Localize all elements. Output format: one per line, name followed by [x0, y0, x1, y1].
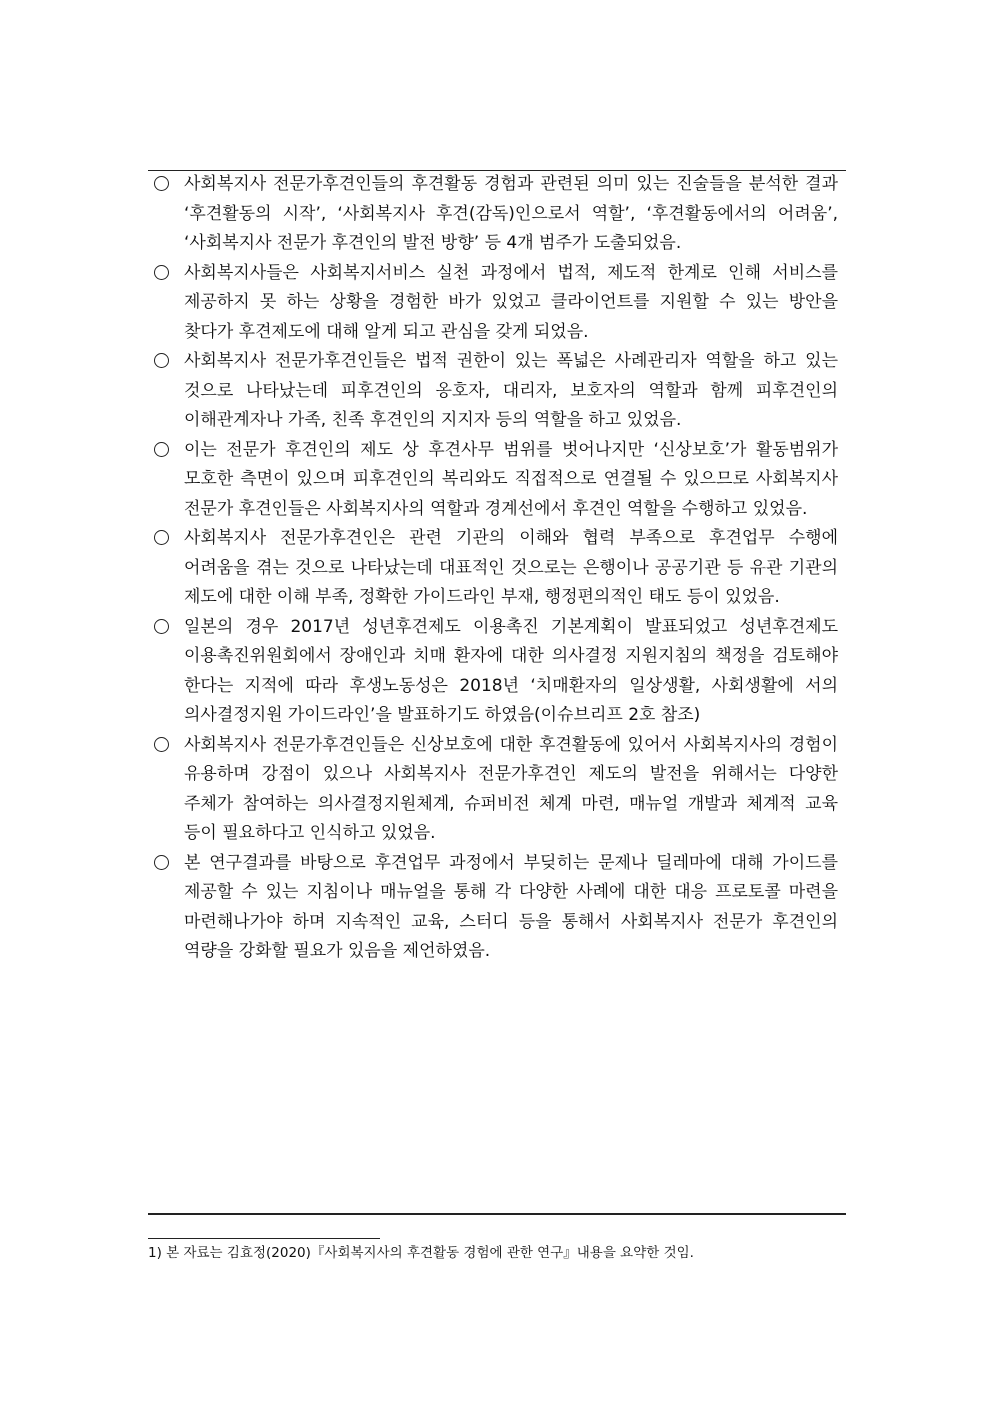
list-item [148, 613, 846, 731]
list-item-text: 사회복지사들은 사회복지서비스 실천 과정에서 법적, 제도적 한계로 인해 서비스를 제공하지 못 하는 상황을 경험한 바가 있었고 클라이언트를 지원할 수 있는 방안을 찾다가 후견제도에 대해 알게 되고 관심을 갖게 되었음. [184, 262, 838, 342]
circle-bullet-icon [154, 619, 169, 634]
list-item [148, 347, 846, 436]
list-item [148, 436, 846, 525]
circle-bullet-icon [154, 353, 169, 368]
circle-bullet-icon [154, 442, 169, 457]
list-item [148, 849, 846, 967]
circle-bullet-icon [154, 530, 169, 545]
list-item-text: 사회복지사 전문가후견인들은 신상보호에 대한 후견활동에 있어서 사회복지사의 경험이 유용하며 강점이 있으나 사회복지사 전문가후견인 제도의 발전을 위해서는 다양한 주체가 참여하는 의사결정지원체계, 슈퍼비전 체계 마련, 매뉴얼 개발과 체계적 교육 등이 필요하다고 인식하고 있었음. [184, 734, 838, 843]
list-item-text: 사회복지사 전문가후견인은 관련 기관의 이해와 협력 부족으로 후견업무 수행에 어려움을 겪는 것으로 나타났는데 대표적인 것으로는 은행이나 공공기관 등 유관 기관의 제도에 대한 이해 부족, 정확한 가이드라인 부재, 행정편의적인 태도 등이 있었음. [184, 528, 838, 607]
circle-bullet-icon [154, 265, 169, 280]
list-item-text: 사회복지사 전문가후견인들은 법적 권한이 있는 폭넓은 사례관리자 역할을 하고 있는 것으로 나타났는데 피후견인의 옹호자, 대리자, 보호자의 역할과 함께 피후견인의 이해관계자나 가족, 친족 후견인의 지지자 등의 역할을 하고 있었음. [184, 351, 838, 430]
list-item [148, 170, 846, 259]
circle-bullet-icon [154, 855, 169, 870]
list-item [148, 524, 846, 613]
list-item [148, 259, 846, 348]
list-item-text: 사회복지사 전문가후견인들의 후견활동 경험과 관련된 의미 있는 진술들을 분석한 결과 ‘후견활동의 시작’, ‘사회복지사 후견(감독)인으로서 역할’, ‘후견활동에서의 어려움’, ‘사회복지사 전문가 후견인의 발전 방향’ 등 4개 범주가 도출되었음. [184, 174, 838, 253]
footnote-separator [148, 1238, 380, 1239]
circle-bullet-icon [154, 737, 169, 752]
list-item-text: 이는 전문가 후견인의 제도 상 후견사무 범위를 벗어나지만 ‘신상보호’가 활동범위가 모호한 측면이 있으며 피후견인의 복리와도 직접적으로 연결될 수 있으므로 사회복지사 전문가 후견인들은 사회복지사의 역할과 경계선에서 후견인 역할을 수행하고 있었음. [184, 439, 838, 519]
list-item-text: 본 연구결과를 바탕으로 후견업무 과정에서 부딪히는 문제나 딜레마에 대해 가이드를 제공할 수 있는 지침이나 매뉴얼을 통해 각 다양한 사례에 대한 대응 프로토콜 마련을 마련해나가야 하며 지속적인 교육, 스터디 등을 통해서 사회복지사 전문가 후견인의 역량을 강화할 필요가 있음을 제언하였음. [184, 852, 838, 961]
summary-list [148, 170, 846, 967]
bottom-rule [148, 1213, 846, 1215]
list-item [148, 731, 846, 849]
circle-bullet-icon [154, 176, 169, 191]
list-item-text: 일본의 경우 2017년 성년후견제도 이용촉진 기본계획이 발표되었고 성년후견제도 이용촉진위원회에서 장애인과 치매 환자에 대한 의사결정 지원지침의 책정을 검토해야 한다는 지적에 따라 후생노동성은 2018년 ‘치매환자의 일상생활, 사회생활에 서의 의사결정지원 가이드라인’을 발표하기도 하였음(이슈브리프 2호 참조) [184, 616, 838, 725]
footnote: 1) 본 자료는 김효정(2020)『사회복지사의 후견활동 경험에 관한 연구』내용을 요약한 것임. [148, 1245, 694, 1261]
